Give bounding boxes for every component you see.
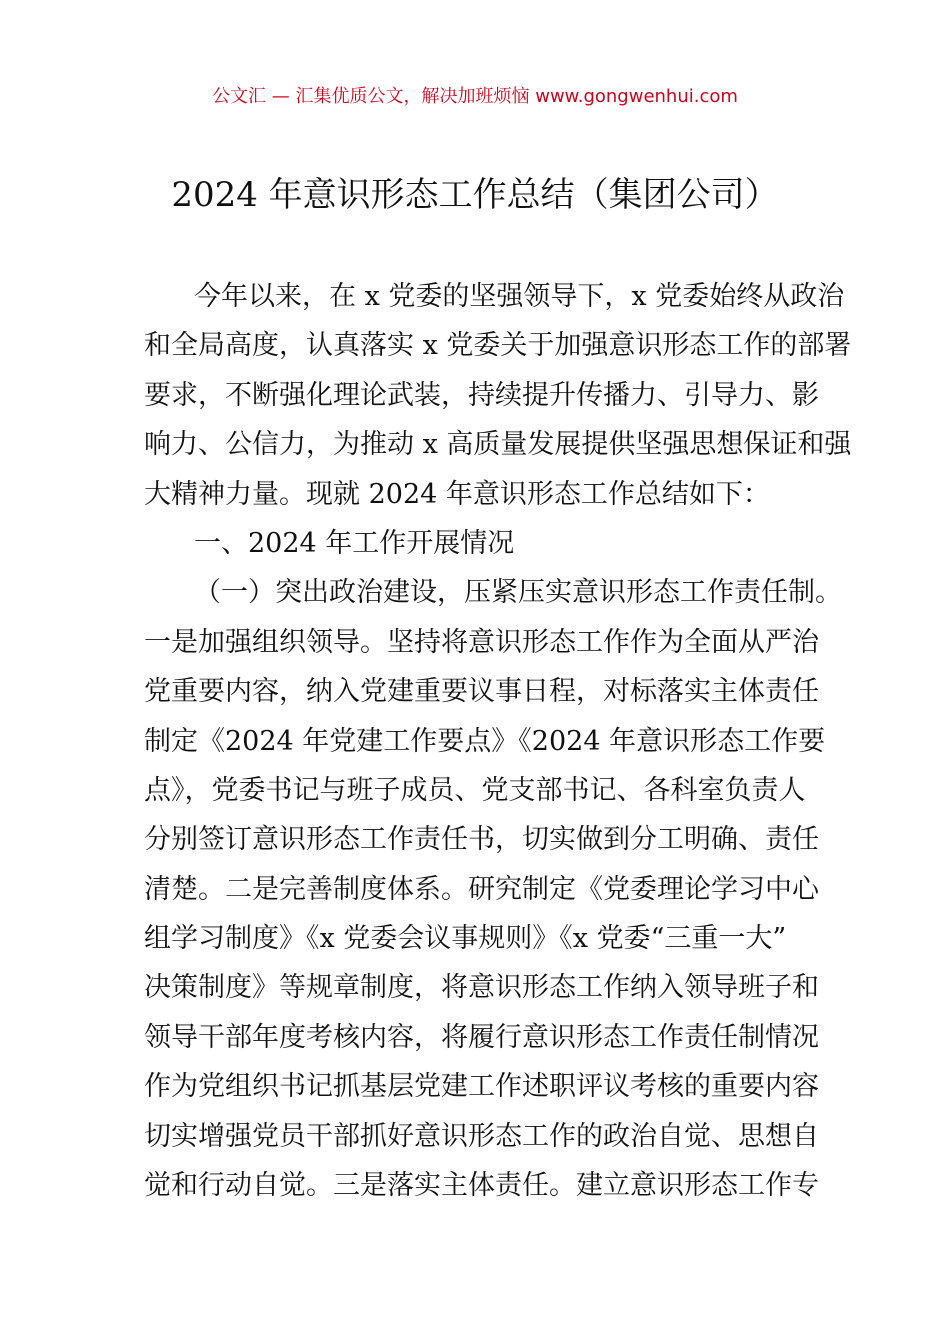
paragraph-line: 党重要内容，纳入党建重要议事日程，对标落实主体责任 [144, 676, 819, 708]
paragraph-line: 一是加强组织领导。坚持将意识形态工作作为全面从严治 [144, 626, 819, 658]
watermark-header: 公文汇 — 汇集优质公文，解决加班烦恼 www.gongwenhui.com [212, 86, 738, 107]
paragraph-line: 和全局高度，认真落实 x 党委关于加强意识形态工作的部署 [144, 330, 852, 362]
section-heading: 一、2024 年工作开展情况 [194, 527, 515, 559]
paragraph-line: 分别签订意识形态工作责任书，切实做到分工明确、责任 [144, 824, 819, 856]
paragraph-line: 决策制度》等规章制度，将意识形态工作纳入领导班子和 [144, 972, 819, 1004]
paragraph-line: 清楚。二是完善制度体系。研究制定《党委理论学习中心 [144, 873, 819, 905]
paragraph-line: 切实增强党员干部抓好意识形态工作的政治自觉、思想自 [144, 1120, 819, 1152]
paragraph-line: 点》，党委书记与班子成员、党支部书记、各科室负责人 [144, 774, 806, 806]
paragraph-line: 大精神力量。现就 2024 年意识形态工作总结如下： [144, 478, 770, 510]
paragraph-line: 领导干部年度考核内容，将履行意识形态工作责任制情况 [144, 1021, 819, 1053]
paragraph-line: 制定《2024 年党建工作要点》《2024 年意识形态工作要 [144, 725, 826, 757]
document-body [144, 272, 852, 1210]
paragraph-line: 组学习制度》《x 党委会议事规则》《x 党委“三重一大” [144, 923, 787, 955]
paragraph-line: 响力、公信力，为推动 x 高质量发展提供坚强思想保证和强 [144, 429, 852, 461]
paragraph-line: 作为党组织书记抓基层党建工作述职评议考核的重要内容 [144, 1071, 819, 1103]
paragraph-line: 要求，不断强化理论武装，持续提升传播力、引导力、影 [144, 379, 819, 411]
paragraph-line: 觉和行动自觉。三是落实主体责任。建立意识形态工作专 [144, 1170, 819, 1202]
subsection-heading: （一）突出政治建设，压紧压实意识形态工作责任制。 [194, 577, 842, 609]
paragraph-line: 今年以来，在 x 党委的坚强领导下，x 党委始终从政治 [194, 281, 845, 312]
document-title: 2024 年意识形态工作总结（集团公司） [171, 175, 779, 215]
